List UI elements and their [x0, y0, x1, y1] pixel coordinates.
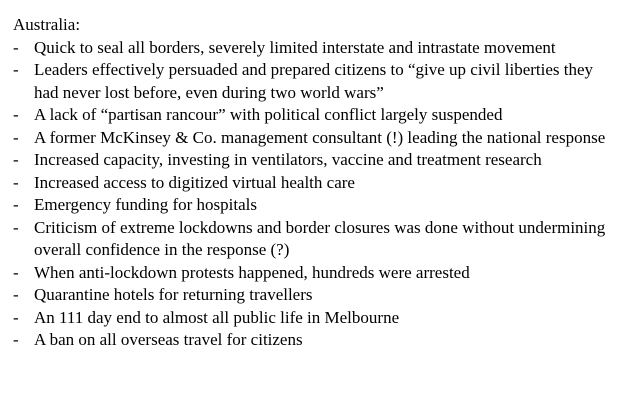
bullet-text: Leaders effectively persuaded and prepared citizens to “give up civil liberties they had never lost before, even during two world wars”: [34, 60, 594, 102]
bullet-text: Quarantine hotels for returning travellers: [34, 285, 313, 304]
bullet-text: An 111 day end to almost all public life in Melbourne: [34, 307, 400, 327]
bullet-item: [13, 127, 621, 150]
bullet-text: A former McKinsey & Co. management consultant (!) leading the national response: [34, 127, 606, 147]
section-heading: Australia:: [13, 15, 81, 34]
bullet-dash: -: [13, 262, 19, 282]
bullet-item: [13, 37, 621, 60]
bullet-item: [13, 149, 621, 172]
document-body: [13, 14, 621, 352]
bullet-text: Criticism of extreme lockdowns and border closures was done without undermining overall confidence in the response (?): [34, 217, 606, 259]
bullet-item: [13, 217, 621, 262]
bullet-dash: -: [13, 195, 19, 214]
bullet-item: [13, 329, 621, 352]
bullet-dash: -: [13, 285, 19, 304]
bullet-text: When anti-lockdown protests happened, hundreds were arrested: [34, 262, 470, 282]
bullet-item: [13, 307, 621, 330]
bullet-dash: -: [13, 150, 19, 169]
bullet-dash: -: [13, 330, 19, 349]
bullet-item: [13, 194, 621, 217]
bullet-item: [13, 284, 621, 307]
bullet-list: [13, 37, 621, 352]
bullet-text: Quick to seal all borders, severely limited interstate and intrastate movement: [34, 37, 556, 57]
bullet-dash: -: [13, 60, 19, 79]
bullet-dash: -: [13, 172, 19, 192]
bullet-dash: -: [13, 127, 19, 147]
bullet-text: Emergency funding for hospitals: [34, 195, 258, 214]
bullet-dash: -: [13, 105, 19, 124]
bullet-dash: -: [13, 37, 19, 57]
bullet-item: [13, 172, 621, 195]
bullet-text: A ban on all overseas travel for citizens: [34, 330, 303, 349]
bullet-item: [13, 59, 621, 104]
bullet-item: [13, 104, 621, 127]
bullet-text: A lack of “partisan rancour” with political conflict largely suspended: [34, 105, 503, 124]
bullet-item: [13, 262, 621, 285]
bullet-dash: -: [13, 307, 19, 327]
bullet-text: Increased capacity, investing in ventilators, vaccine and treatment research: [34, 150, 542, 169]
bullet-dash: -: [13, 217, 19, 237]
bullet-text: Increased access to digitized virtual health care: [34, 172, 355, 192]
